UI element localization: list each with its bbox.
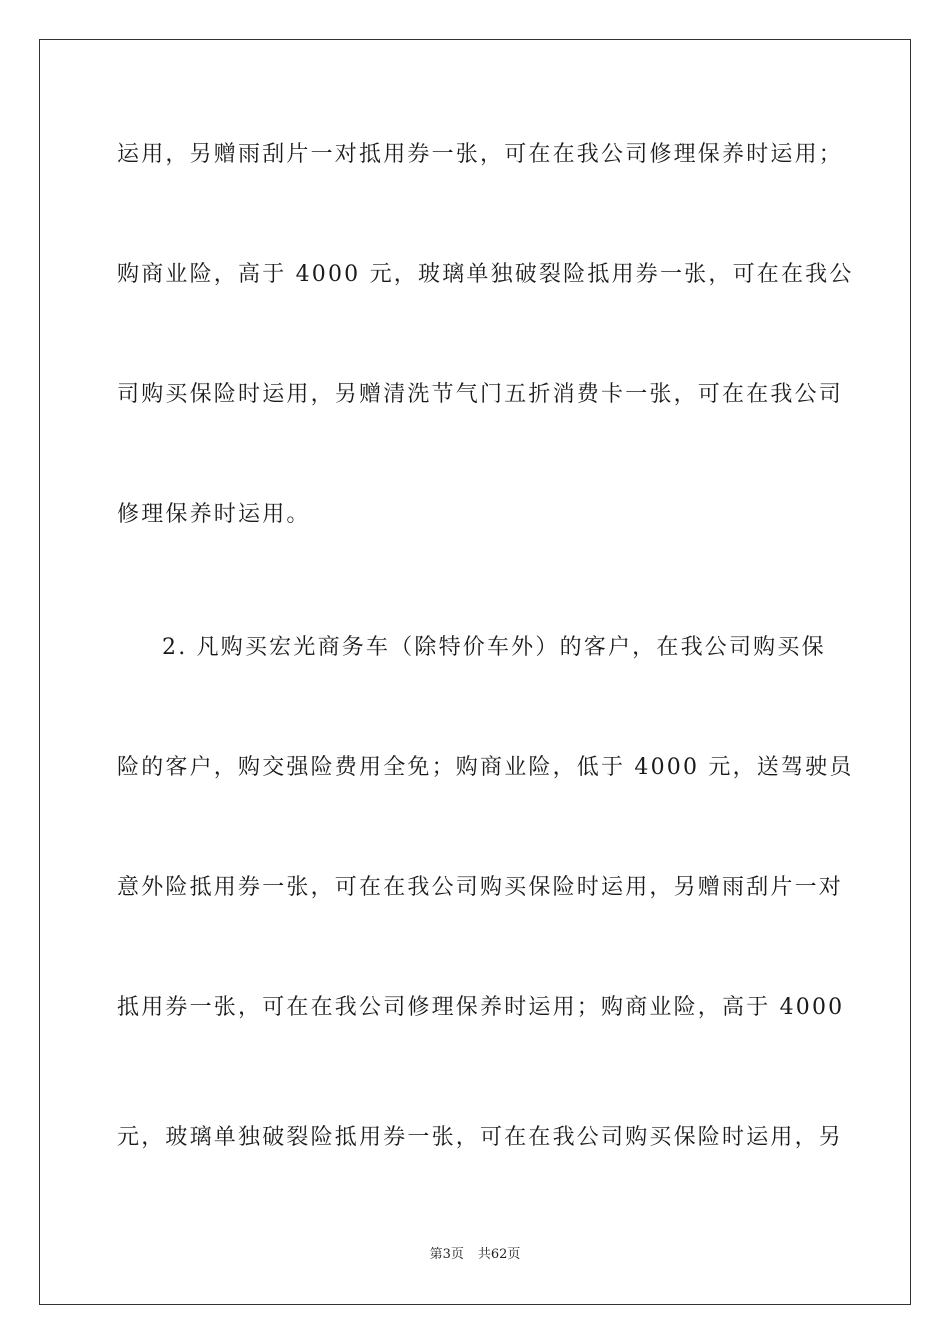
page-footer xyxy=(0,1246,950,1264)
body-text-line-3: 司购买保险时运用，另赠清洗节气门五折消费卡一张，可在在我公司 xyxy=(117,382,844,407)
total-pages: 共62页 xyxy=(477,1247,521,1262)
body-text-line-2: 购商业险，高于 4000 元，玻璃单独破裂险抵用券一张，可在在我公 xyxy=(117,262,854,287)
body-text-line-4: 修理保养时运用。 xyxy=(117,502,311,527)
body-text-line-7: 意外险抵用券一张，可在在我公司购买保险时运用，另赠雨刮片一对 xyxy=(117,875,844,900)
page-number: 第3页 xyxy=(429,1247,464,1262)
body-text-line-6: 险的客户，购交强险费用全免；购商业险，低于 4000 元，送驾驶员 xyxy=(117,755,854,780)
body-text-line-1: 运用，另赠雨刮片一对抵用券一张，可在在我公司修理保养时运用； xyxy=(117,142,844,167)
body-text-line-5: 2. 凡购买宏光商务车（除特价车外）的客户，在我公司购买保 xyxy=(162,635,826,660)
page-border xyxy=(39,39,911,1305)
body-text-line-9: 元，玻璃单独破裂险抵用券一张，可在在我公司购买保险时运用，另 xyxy=(117,1125,844,1150)
body-text-line-8: 抵用券一张，可在在我公司修理保养时运用；购商业险，高于 4000 xyxy=(117,995,845,1020)
